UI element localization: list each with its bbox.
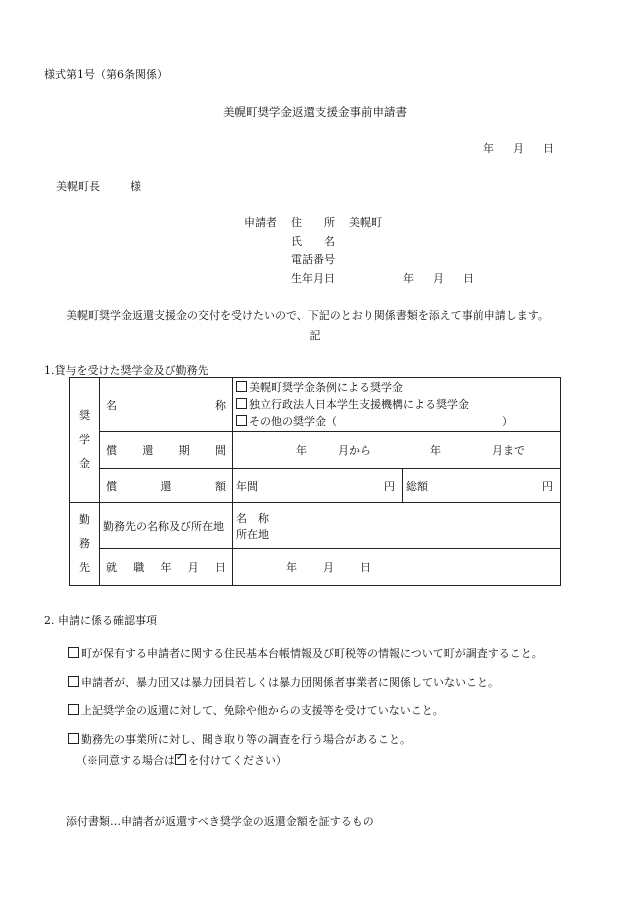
phone-label: 電話番号 <box>291 253 335 266</box>
list-item[interactable]: 上記奨学金の返還に対して、免除や他からの支援等を受けていないこと。 <box>68 697 543 726</box>
list-item[interactable]: 勤務先の事業所に対し、聞き取り等の調査を行う場合があること。 <box>68 726 543 755</box>
scholarship-options <box>233 378 561 432</box>
date-month[interactable]: 月 <box>513 142 524 155</box>
employer-group-label: 勤 務 先 <box>70 503 100 586</box>
ki-heading: 記 <box>309 329 321 342</box>
checkbox-icon[interactable] <box>236 398 247 409</box>
list-item[interactable]: 申請者が、暴力団又は暴力団員若しくは暴力団関係者事業者に関係していないこと。 <box>68 669 543 698</box>
addressee-honorific: 様 <box>130 180 141 193</box>
confirmation-list <box>68 640 543 754</box>
section1-title: 1.貸与を受けた奨学金及び勤務先 <box>44 364 209 377</box>
employer-name-label: 勤務先の名称及び所在地 <box>100 503 233 549</box>
repay-period-label: 償 還 期 間 <box>100 432 233 469</box>
birth-label: 生年月日 <box>291 271 335 285</box>
repay-amount-label: 償 還 額 <box>100 469 233 503</box>
section2-title: 2. 申請に係る確認事項 <box>44 614 157 627</box>
checked-box-icon <box>175 754 186 765</box>
scholarship-table <box>69 377 561 586</box>
address-label: 住 所 <box>291 216 335 229</box>
date-day[interactable]: 日 <box>543 142 554 155</box>
table-row <box>70 469 561 503</box>
checkbox-icon[interactable] <box>68 676 79 687</box>
address-value[interactable]: 美幌町 <box>349 216 382 229</box>
annual-amount-field[interactable]: 年間 円 <box>233 469 403 503</box>
intro-text: 美幌町奨学金返還支援金の交付を受けたいので、下記のとおり関係書類を添えて事前申請します。 <box>66 309 549 322</box>
table-row <box>70 378 561 432</box>
application-date <box>483 140 554 156</box>
scholarship-group-label: 奨 学 金 <box>70 378 100 503</box>
addressee <box>56 178 141 194</box>
checkbox-icon[interactable] <box>68 733 79 744</box>
checkbox-icon[interactable] <box>236 381 247 392</box>
checkbox-icon[interactable] <box>68 647 79 658</box>
birth-day[interactable]: 日 <box>463 271 474 285</box>
applicant-role: 申請者 <box>244 216 277 229</box>
date-year[interactable]: 年 <box>483 142 494 155</box>
consent-note: （※同意する場合は✓ を付けてください） <box>76 752 287 768</box>
table-row <box>70 549 561 586</box>
phone-field[interactable] <box>349 251 469 270</box>
option-jasso[interactable]: 独立行政法人日本学生支援機構による奨学金 <box>236 396 557 413</box>
table-row <box>70 503 561 549</box>
scholarship-name-label: 名 称 <box>100 378 233 432</box>
employment-date-field[interactable]: 年 月 日 <box>233 549 561 586</box>
name-label: 氏 名 <box>291 234 335 248</box>
employer-info-field[interactable]: 名 称 所在地 <box>233 503 561 549</box>
option-other[interactable]: その他の奨学金（ ） <box>236 413 557 430</box>
total-amount-field[interactable]: 総額 円 <box>403 469 561 503</box>
table-row <box>70 432 561 469</box>
employment-date-label: 就 職 年 月 日 <box>100 549 233 586</box>
applicant-block <box>244 214 474 288</box>
option-bihoro[interactable]: 美幌町奨学金条例による奨学金 <box>236 379 557 396</box>
form-number: 様式第1号（第6条関係） <box>44 68 168 81</box>
checkbox-icon[interactable] <box>236 415 247 426</box>
page-title: 美幌町奨学金返還支援金事前申請書 <box>223 105 407 119</box>
birth-month[interactable]: 月 <box>433 271 444 285</box>
birth-year[interactable]: 年 <box>403 271 414 285</box>
addressee-name: 美幌町長 <box>56 180 100 193</box>
checkbox-icon[interactable] <box>68 704 79 715</box>
repay-period-field[interactable]: 年 月から 年 月まで <box>233 432 561 469</box>
name-field[interactable] <box>349 233 469 252</box>
list-item[interactable]: 町が保有する申請者に関する住民基本台帳情報及び町税等の情報について町が調査すること。 <box>68 640 543 669</box>
attachment-note: 添付書類…申請者が返還すべき奨学金の返還金額を証するもの <box>66 815 374 828</box>
